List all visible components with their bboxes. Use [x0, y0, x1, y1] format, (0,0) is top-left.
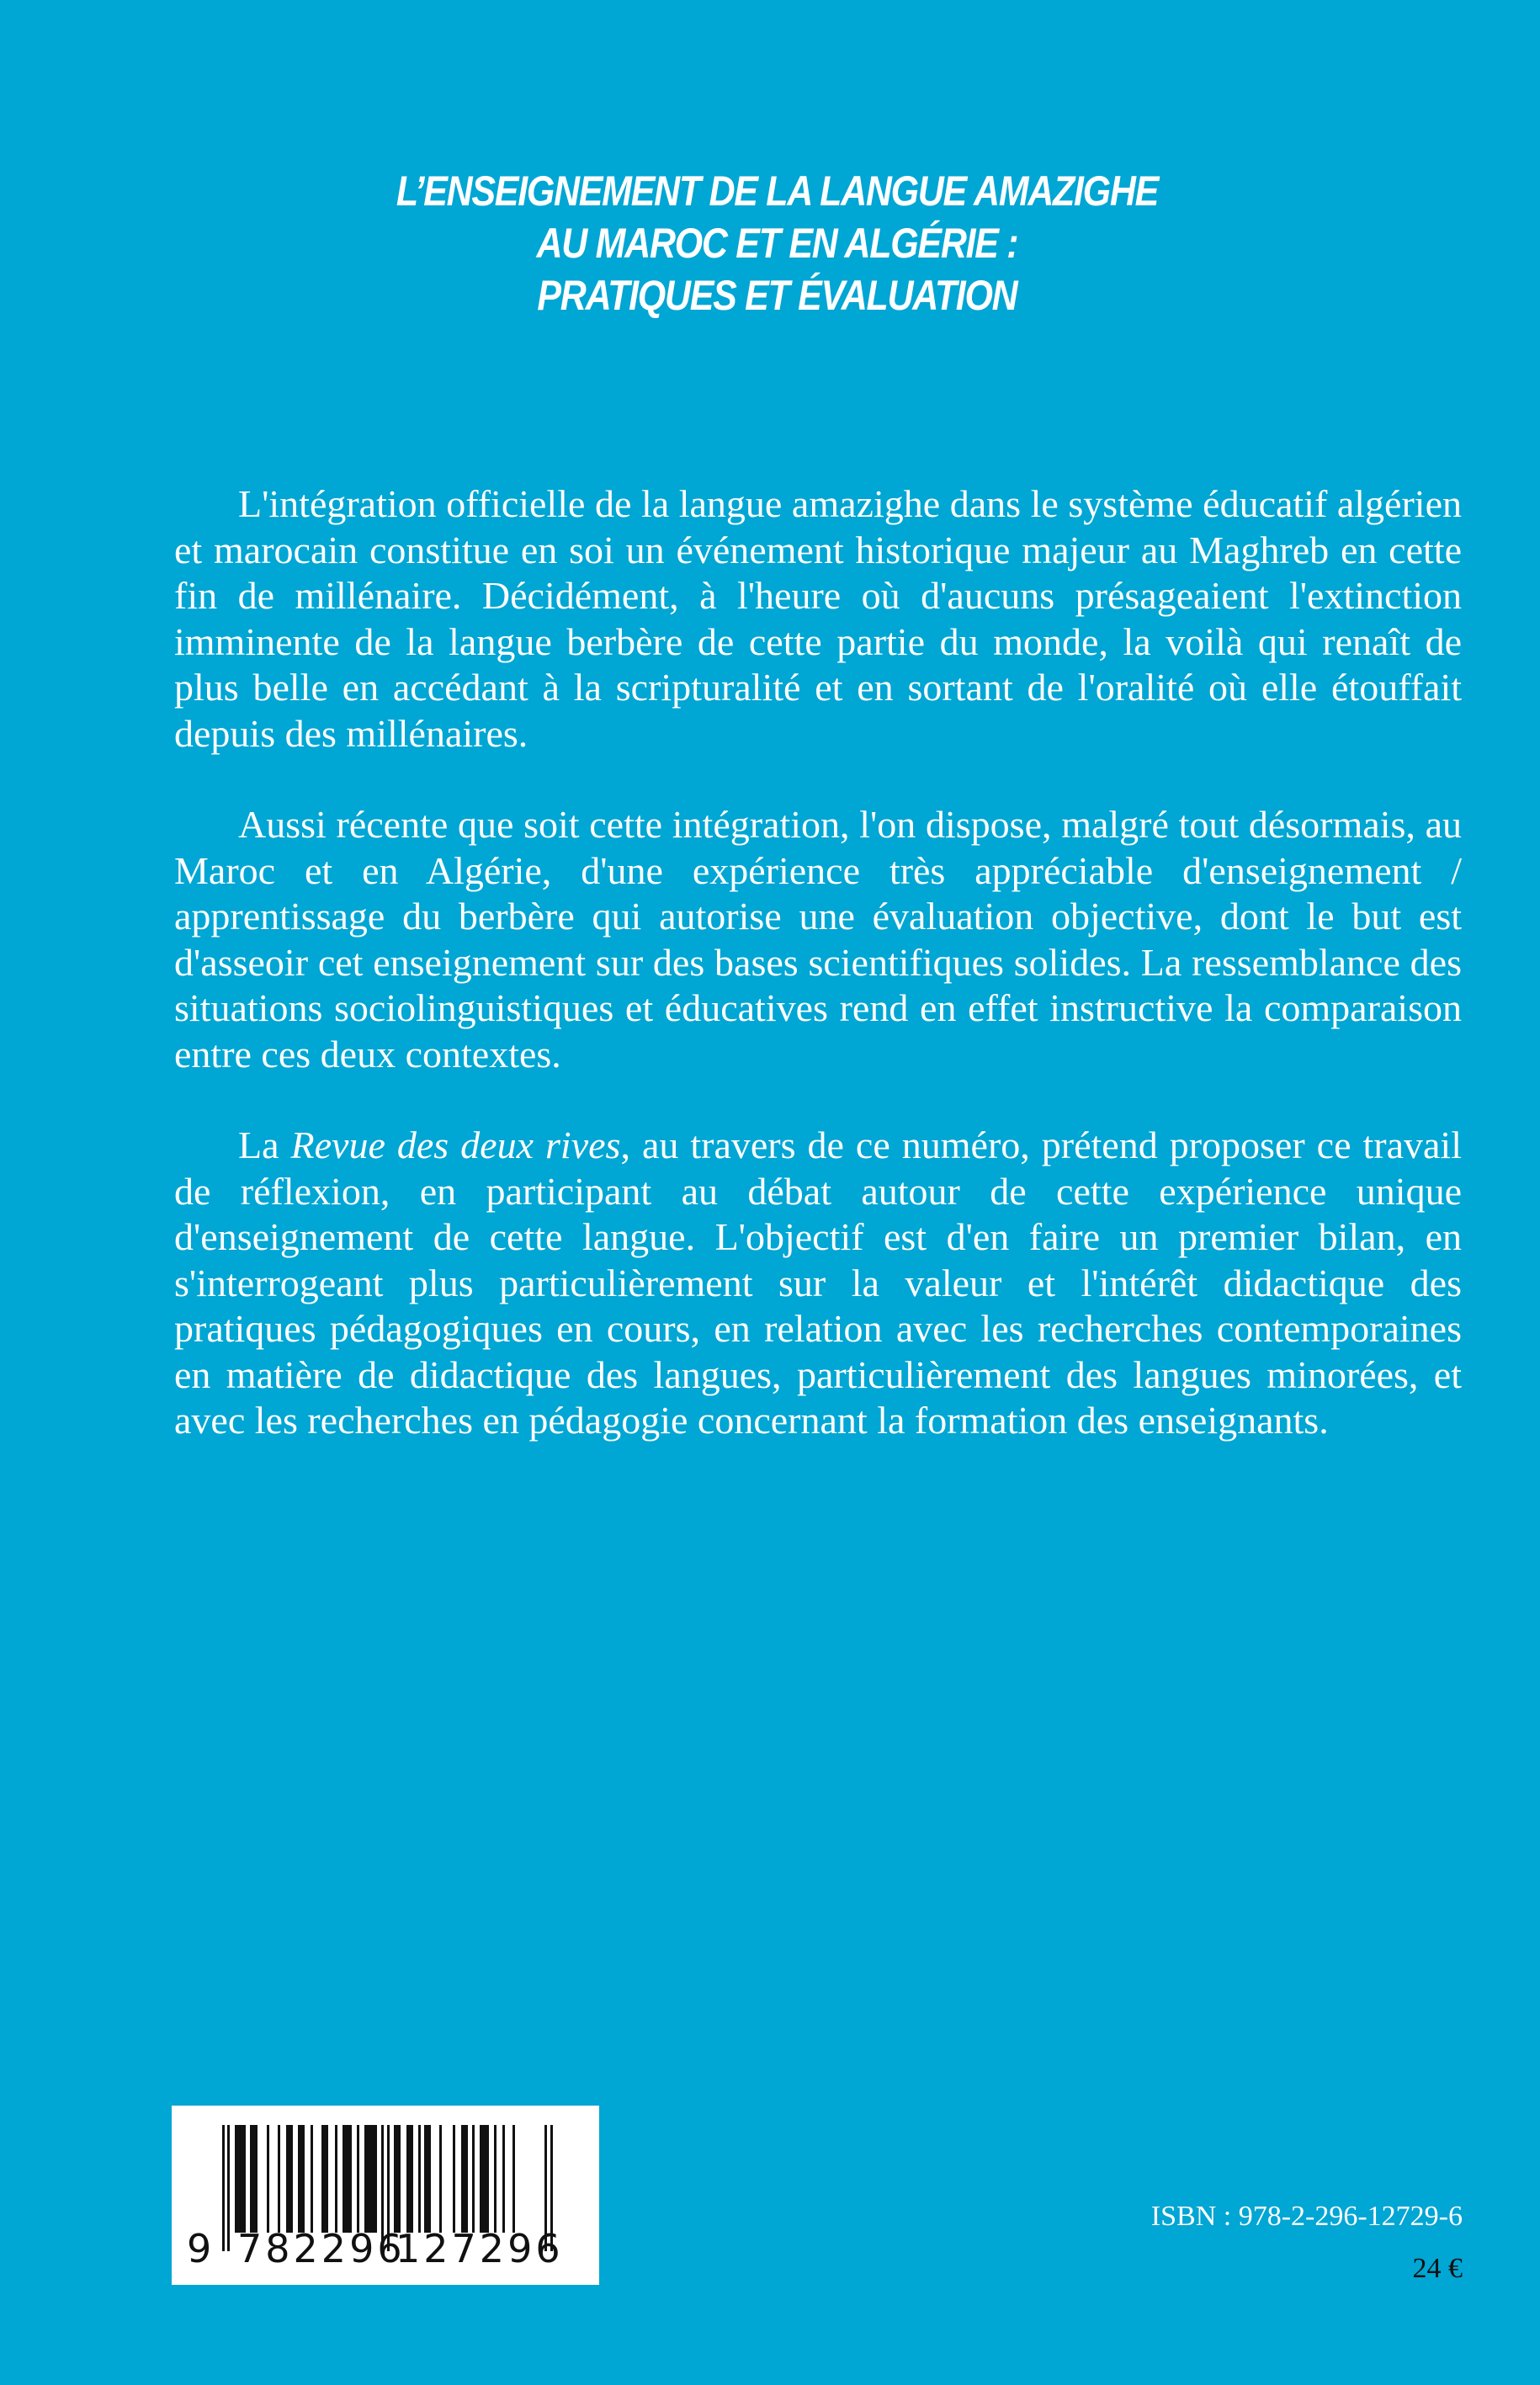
paragraph-1: L'intégration officielle de la langue amazighe dans le système éducatif algérien et marocain constitue en soi un événement historique majeur au Maghreb en cette fin de millénaire. Décidément, à l'heure où d'aucuns présageaient l'extinction imminente de la langue berbère de cette partie du monde, la voilà qui renaît de plus belle en accédant à la scripturalité et en sortant de l'oralité où elle étouffait depuis des millénaires. [174, 482, 1462, 755]
isbn-label: ISBN : 978-2-296-12729-6 [1150, 2201, 1463, 2232]
title-line-3: PRATIQUES ET ÉVALUATION [537, 272, 1017, 319]
barcode-icon [172, 2106, 599, 2285]
paragraph-2: Aussi récente que soit cette intégration, l'on dispose, malgré tout désormais, au Maroc et en Algérie, d'une expérience très appréciable d'enseignement / apprentissage du berbère qui autorise une évaluation objective, dont le but est d'asseoir cet enseignement sur des bases scientifiques solides. La ressemblance des situations sociolinguistiques et éducatives rend en effet instructive la comparaison entre ces deux contextes. [174, 803, 1462, 1076]
barcode [172, 2106, 599, 2285]
title-line-2: AU MAROC ET EN ALGÉRIE : [536, 220, 1018, 267]
barcode-digit-first: 9 [187, 2226, 212, 2271]
paragraph-3-prefix: La [238, 1123, 291, 1166]
journal-name: Revue des deux rives [290, 1123, 621, 1166]
back-cover-blurb [174, 481, 1462, 1490]
book-title [115, 165, 1440, 321]
paragraph-3 [174, 1123, 1462, 1444]
barcode-digits-right: 127296 [396, 2226, 564, 2271]
price-label: 24 € [1412, 2253, 1463, 2284]
title-line-1: L’ENSEIGNEMENT DE LA LANGUE AMAZIGHE [396, 167, 1158, 215]
barcode-digits-left: 782296 [237, 2226, 406, 2271]
paragraph-3-text: , au travers de ce numéro, prétend proposer ce travail de réflexion, en participant au débat autour de cette expérience unique d'enseignement de cette langue. L'objectif est d'en faire un premier bilan, en s'interrogeant plus particulièrement sur la valeur et l'intérêt didactique des pratiques pédagogiques en cours, en relation avec les recherches contemporaines en matière de didactique des langues, particulièrement des langues minorées, et avec les recherches en pédagogie concernant la formation des enseignants. [174, 1123, 1462, 1442]
